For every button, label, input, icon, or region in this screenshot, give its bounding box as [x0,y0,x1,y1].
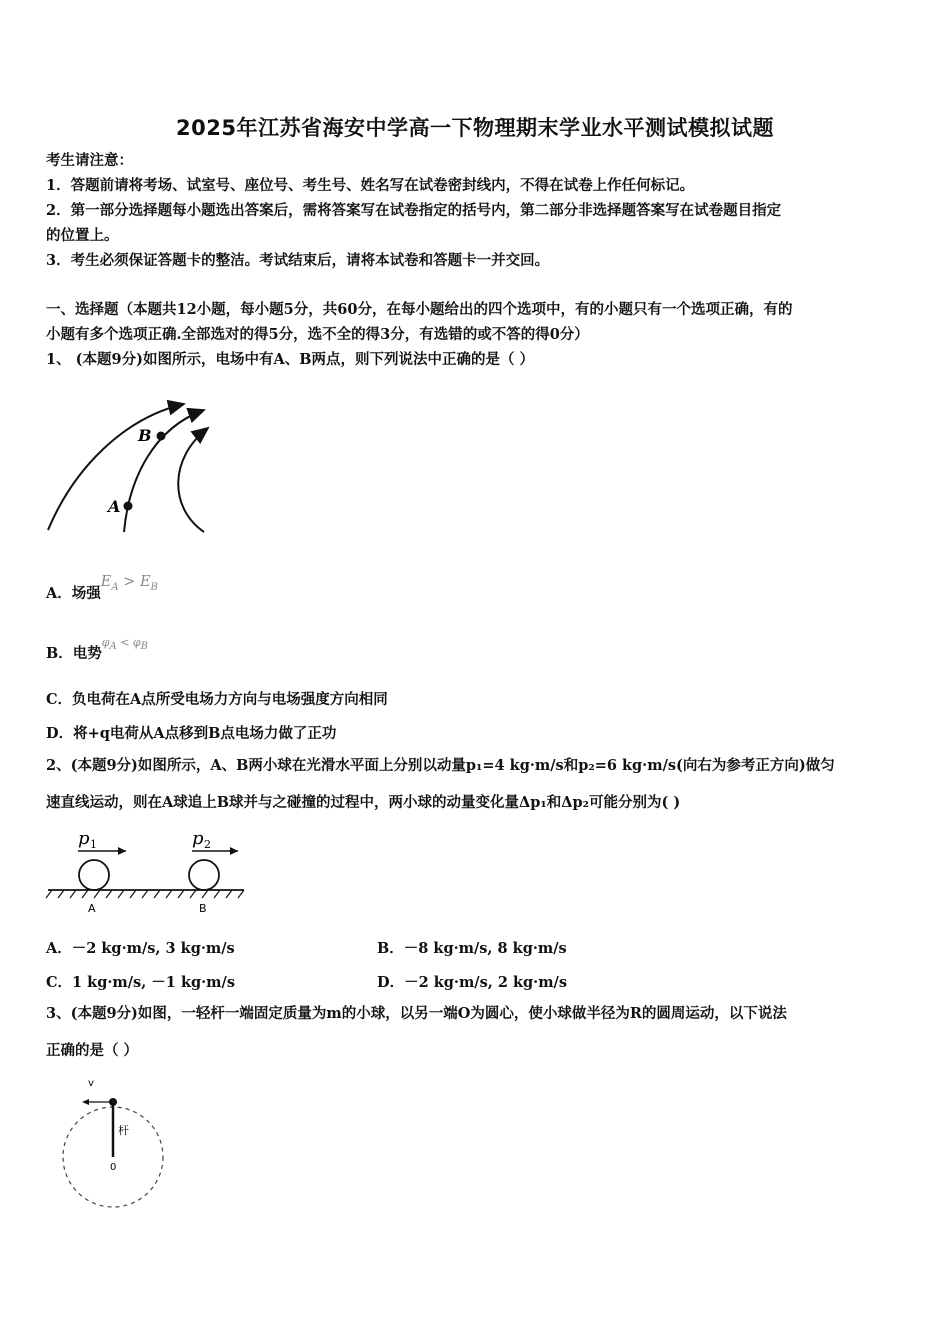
q3-stem-line1: 3、(本题9分)如图，一轻杆一端固定质量为m的小球，以另一端O为圆心，使小球做半径为R的圆周运动，以下说法 [46,1005,787,1022]
point-a-label: A [108,497,121,516]
ground-hatching [46,890,244,898]
notice-item-3: 3．考生必须保证答题卡的整洁。考试结束后，请将本试卷和答题卡一并交回。 [46,252,550,269]
field-line-2 [124,410,204,532]
rod-label: 杆 [118,1124,129,1137]
q1-option-c[interactable]: C．负电荷在A点所受电场力方向与电场强度方向相同 [46,691,388,708]
p1-label: p [78,828,90,849]
q1-option-a-formula: $E_A > E_B$ [100,574,158,593]
q1-option-b-formula: φA < φB [101,636,148,653]
notice-heading: 考生请注意： [46,152,133,169]
q2-stem-line1: 2、(本题9分)如图所示，A、B两小球在光滑水平面上分别以动量p₁=4 kg·m/s和p₂=6 kg·m/s(向右为参考正方向)做匀 [46,757,835,774]
q1-option-b[interactable] [46,636,148,664]
notice-item-2: 2．第一部分选择题每小题选出答案后，需将答案写在试卷指定的括号内，第二部分非选择题答案写在试卷题目指定 [46,202,782,219]
point-a-dot [124,502,133,511]
q3-stem-line2: 正确的是（ ） [46,1042,139,1059]
q1-option-a[interactable] [46,574,158,605]
q1-option-d[interactable]: D．将+q电荷从A点移到B点电场力做了正功 [46,725,337,742]
p2-arrow-head [230,847,238,855]
q1-option-b-label: B．电势 [46,645,102,662]
rod-circle-figure [56,1072,176,1217]
p1-sub: 1 [90,838,97,851]
ball-b-label: B [199,902,207,915]
point-b-dot [157,432,166,441]
section1-intro-line1: 一、选择题（本题共12小题，每小题5分，共60分，在每小题给出的四个选项中，有的小题只有一个选项正确，有的 [46,301,793,318]
q1-option-a-label: A．场强 [46,585,101,602]
electric-field-figure [44,398,224,538]
two-balls-figure [46,822,246,917]
q2-option-d[interactable]: D．－2 kg·m/s, 2 kg·m/s [377,974,568,991]
ball-a-label: A [88,902,96,915]
q1-stem: 1、 (本题9分)如图所示，电场中有A、B两点，则下列说法中正确的是（ ） [46,351,534,368]
ball-b [189,860,219,890]
q2-stem-line2: 速直线运动，则在A球追上B球并与之碰撞的过程中，两小球的动量变化量Δp₁和Δp₂可能分别为( ) [46,794,681,811]
notice-item-1: 1．答题前请将考场、试室号、座位号、考生号、姓名写在试卷密封线内，不得在试卷上作任何标记。 [46,177,695,194]
notice-item-2-cont: 的位置上。 [46,227,119,244]
center-o-label: 0 [110,1162,117,1173]
ball-a [79,860,109,890]
point-b-label: B [138,426,152,445]
p2-label: p [192,828,204,849]
section1-intro-line2: 小题有多个选项正确.全部选对的得5分，选不全的得3分，有选错的或不答的得0分） [46,326,589,343]
velocity-arrow-head [82,1099,89,1105]
q2-option-c[interactable]: C．1 kg·m/s, －1 kg·m/s [46,974,235,991]
page-title: 2025年江苏省海安中学高一下物理期末学业水平测试模拟试题 [176,116,774,140]
p1-arrow-head [118,847,126,855]
q2-option-a[interactable]: A．－2 kg·m/s, 3 kg·m/s [46,940,235,957]
velocity-label: v [88,1078,94,1089]
p2-sub: 2 [204,838,211,851]
field-line-3 [178,428,208,532]
q2-option-b[interactable]: B．－8 kg·m/s, 8 kg·m/s [377,940,567,957]
